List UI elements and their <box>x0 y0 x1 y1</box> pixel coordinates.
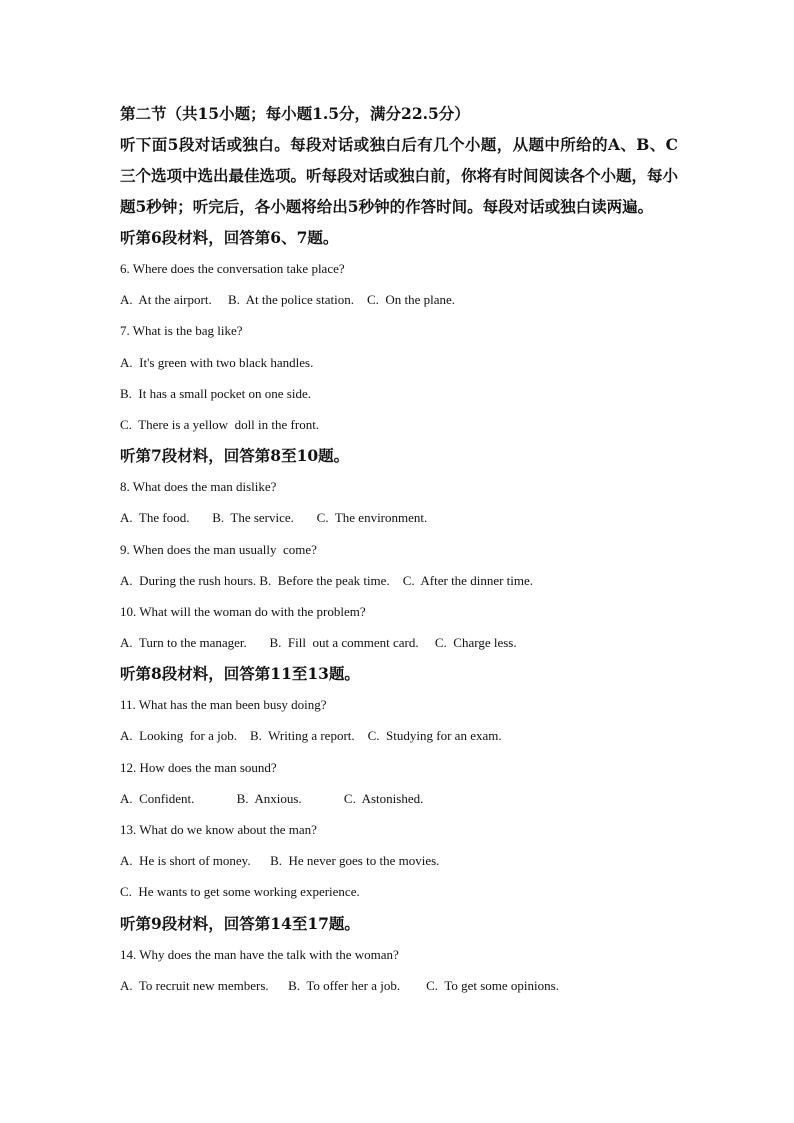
part-8 <box>120 658 680 907</box>
question-7-option-c: C. There is a yellow doll in the front. <box>120 416 320 432</box>
question-13-option-c: C. He wants to get some working experience. <box>120 884 360 900</box>
part-heading: 听第7段材料，回答第8至10题。 <box>120 446 350 466</box>
question-9-options: A. During the rush hours. B. Before the peak time. C. After the dinner time. <box>120 572 534 588</box>
question-12: 12. How does the man sound? <box>120 759 277 775</box>
instructions-paragraph: 听下面5段对话或独白。每段对话或独白后有几个小题，从题中所给的A、B、C三个选项中选出最佳选项。听每段对话或独白前，你将有时间阅读各个小题，每小题5秒钟；听完后，各小题将给出5秒钟的作答时间。每段对话或独白读两遍。 <box>120 135 679 216</box>
question-6-options: A. At the airport. B. At the police station. C. On the plane. <box>120 292 456 308</box>
part-7 <box>120 440 680 658</box>
question-7-option-a: A. It's green with two black handles. <box>120 354 314 370</box>
part-6 <box>120 222 680 440</box>
question-9: 9. When does the man usually come? <box>120 541 317 557</box>
question-13-options-ab: A. He is short of money. B. He never goes to the movies. <box>120 853 440 869</box>
question-7-option-b: B. It has a small pocket on one side. <box>120 385 311 401</box>
question-10: 10. What will the woman do with the problem? <box>120 603 366 619</box>
question-10-options: A. Turn to the manager. B. Fill out a comment card. C. Charge less. <box>120 635 517 651</box>
question-6: 6. Where does the conversation take place? <box>120 261 345 276</box>
question-14-options: A. To recruit new members. B. To offer her a job. C. To get some opinions. <box>120 977 559 993</box>
question-8: 8. What does the man dislike? <box>120 479 277 495</box>
question-11: 11. What has the man been busy doing? <box>120 697 327 713</box>
part-heading: 听第6段材料，回答第6、7题。 <box>120 228 339 247</box>
question-12-options: A. Confident. B. Anxious. C. Astonished. <box>120 790 424 806</box>
section-title: 第二节（共15小题；每小题1.5分，满分22.5分） <box>120 104 470 123</box>
document-page <box>120 98 680 1001</box>
question-11-options: A. Looking for a job. B. Writing a report. C. Studying for an exam. <box>120 728 502 744</box>
part-9 <box>120 908 680 1001</box>
question-8-options: A. The food. B. The service. C. The environment. <box>120 510 428 526</box>
question-14: 14. Why does the man have the talk with the woman? <box>120 946 399 962</box>
part-heading: 听第8段材料，回答第11至13题。 <box>120 664 360 684</box>
part-heading: 听第9段材料，回答第14至17题。 <box>120 913 360 933</box>
question-7: 7. What is the bag like? <box>120 323 243 339</box>
question-13: 13. What do we know about the man? <box>120 822 317 837</box>
